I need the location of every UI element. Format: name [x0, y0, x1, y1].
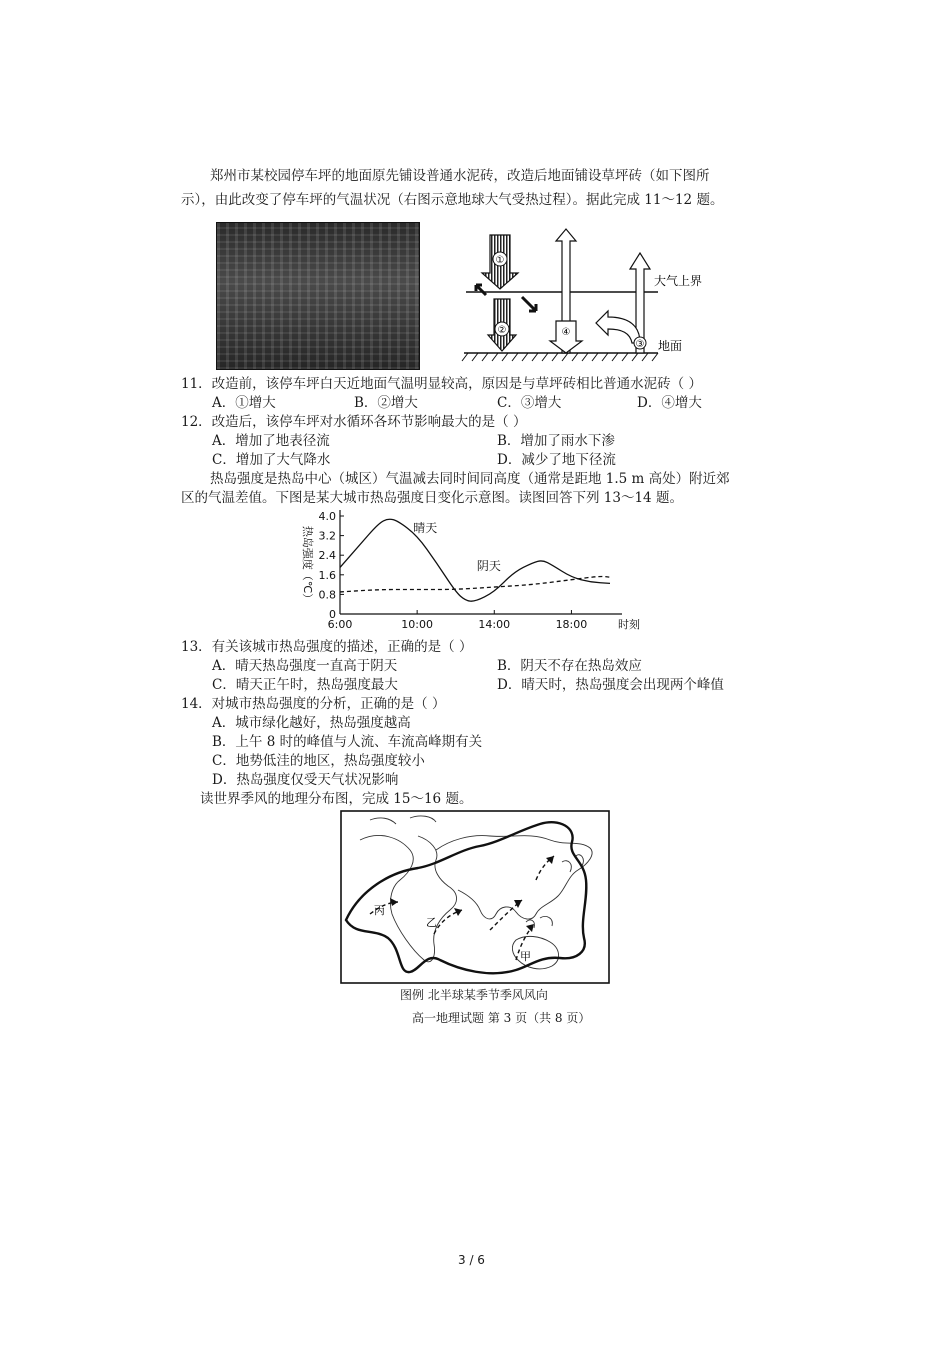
x-tick-label: 14:00	[478, 618, 511, 631]
intro-1-line-2: 示），由此改变了停车坪的气温状况（右图示意地球大气受热过程）。据此完成 11～12 题。	[181, 192, 724, 208]
y-tick-label: 1.6	[318, 568, 336, 582]
x-axis-label: 时刻	[618, 618, 640, 631]
label-3: ③	[635, 339, 645, 350]
series-label: 晴天	[413, 520, 438, 535]
q12-stem: 12．改造后，该停车坪对水循环各环节影响最大的是（ ）	[181, 414, 527, 430]
atmosphere-upper-label: 大气上界	[654, 274, 703, 288]
atmosphere-heating-diagram	[458, 225, 718, 370]
label-4: ④	[561, 327, 571, 338]
map-label-jia: 甲	[520, 950, 531, 963]
q14-option-a: A．城市绿化越好，热岛强度越高	[212, 715, 411, 731]
y-tick-label: 3.2	[318, 529, 336, 543]
q13-option-d: D．晴天时，热岛强度会出现两个峰值	[497, 677, 724, 693]
y-tick-label: 2.4	[318, 549, 336, 563]
q13-option-a: A．晴天热岛强度一直高于阴天	[212, 658, 398, 674]
page-footer: 高一地理试题 第 3 页（共 8 页）	[412, 1011, 591, 1025]
series-label: 阴天	[476, 558, 501, 573]
map-label-yi: 乙	[426, 916, 437, 929]
y-tick-label: 0.8	[318, 588, 336, 602]
q12-option-b: B．增加了雨水下渗	[497, 433, 615, 449]
q12-option-c: C．增加了大气降水	[212, 452, 331, 468]
y-tick-label: 4.0	[318, 510, 336, 523]
q11-option-a: A．①增大	[212, 395, 276, 411]
x-tick-label: 18:00	[555, 618, 588, 631]
q12-option-d: D．减少了地下径流	[497, 452, 616, 468]
q14-option-b: B．上午 8 时的峰值与人流、车流高峰期有关	[212, 734, 483, 750]
q13-option-c: C．晴天正午时，热岛强度最大	[212, 677, 398, 693]
intro-1-line-1: 郑州市某校园停车坪的地面原先铺设普通水泥砖，改造后地面铺设草坪砖（如下图所	[210, 168, 710, 184]
q13-stem: 13．有关该城市热岛强度的描述，正确的是（ ）	[181, 639, 473, 655]
q11-option-c: C．③增大	[497, 395, 562, 411]
intro-2-line-2: 区的气温差值。下图是某大城市热岛强度日变化示意图。读图回答下列 13～14 题。	[181, 490, 683, 506]
map-label-bing: 丙	[374, 904, 385, 917]
q11-option-b: B．②增大	[354, 395, 418, 411]
q11-stem: 11．改造前，该停车坪白天近地面气温明显较高，原因是与草坪砖相比普通水泥砖（ ）	[181, 376, 702, 392]
label-1: ①	[495, 255, 505, 266]
monsoon-map	[340, 810, 610, 985]
y-tick-label: 0	[329, 608, 336, 621]
intro-2-line-1: 热岛强度是热岛中心（城区）气温减去同时间同高度（通常是距地 1.5 m 高处）附近郊	[210, 471, 730, 487]
heat-island-chart	[290, 508, 640, 636]
x-tick-label: 6:00	[327, 618, 353, 631]
q14-stem: 14．对城市热岛强度的分析，正确的是（ ）	[181, 696, 446, 712]
page-number: 3 / 6	[458, 1253, 485, 1267]
q11-option-d: D．④增大	[637, 395, 702, 411]
q14-option-c: C．地势低洼的地区，热岛强度较小	[212, 753, 425, 769]
q13-option-b: B．阴天不存在热岛效应	[497, 658, 642, 674]
parking-lot-photo	[216, 222, 420, 370]
q12-option-a: A．增加了地表径流	[212, 433, 330, 449]
y-axis-label: 热岛强度（℃）	[301, 525, 314, 605]
intro-3: 读世界季风的地理分布图，完成 15～16 题。	[200, 791, 473, 807]
label-2: ②	[497, 325, 507, 336]
ground-label: 地面	[658, 339, 683, 353]
x-tick-label: 10:00	[401, 618, 433, 631]
map-legend: 图例 北半球某季节季风风向	[400, 988, 548, 1002]
q14-option-d: D．热岛强度仅受天气状况影响	[212, 772, 399, 788]
series-line-cloudy	[340, 576, 610, 591]
